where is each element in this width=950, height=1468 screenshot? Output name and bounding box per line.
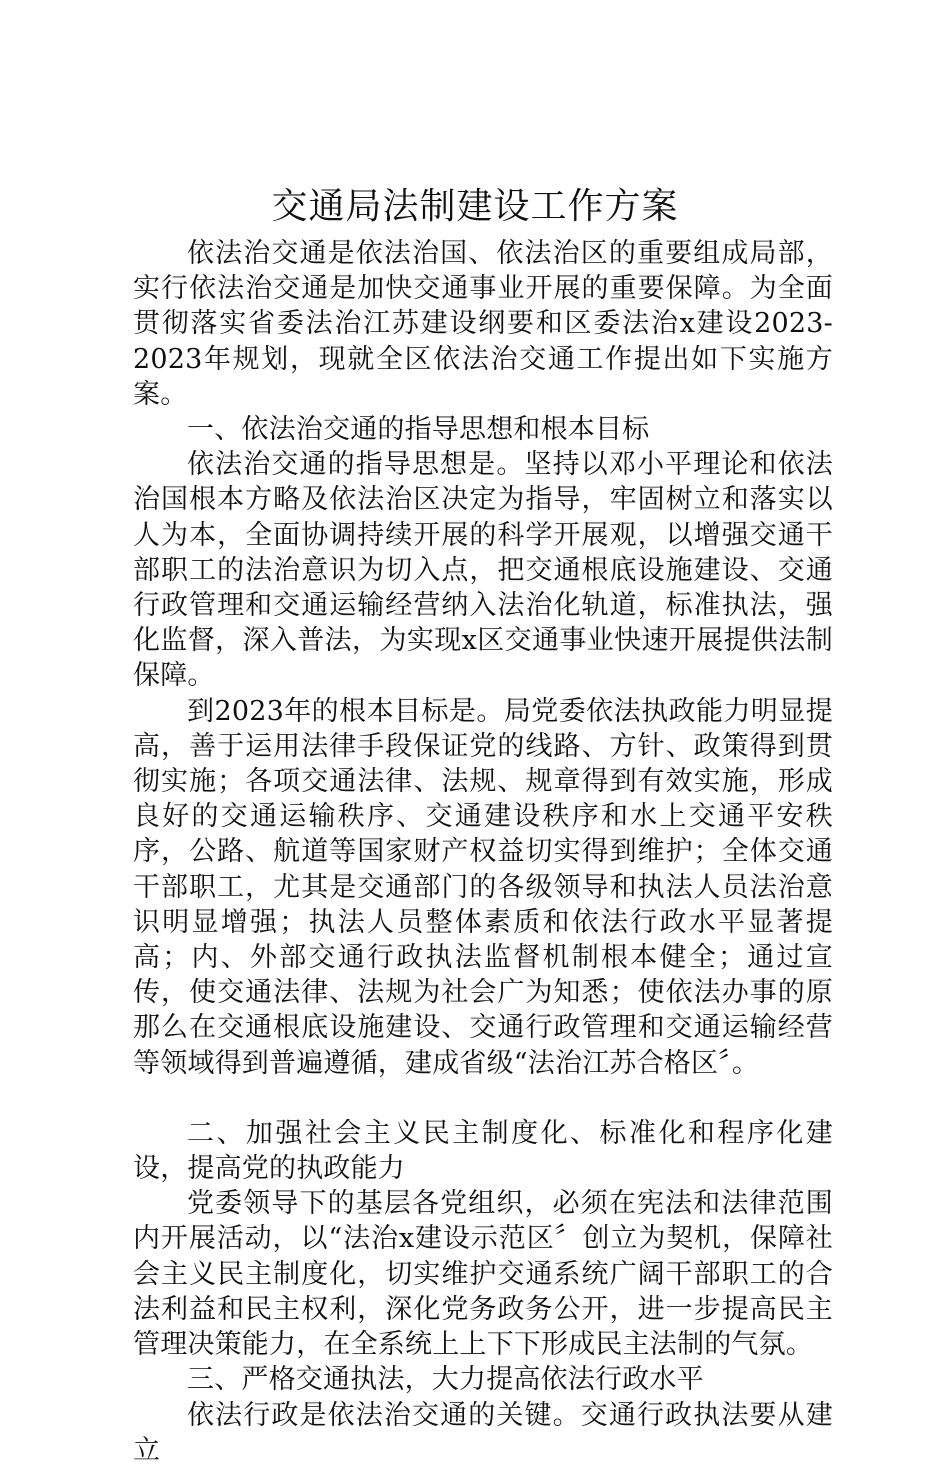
paragraph-intro: 依法治交通是依法治国、依法治区的重要组成局部，实行依法治交通是加快交通事业开展的重要保障。为全面贯彻落实省委法治江苏建设纲要和区委法治x建设2023-2023年规划，现就全区依法治交通工作提出如下实施方案。: [133, 238, 833, 410]
paragraph-spacer: [133, 1081, 833, 1116]
paragraph-guiding-thought: 依法治交通的指导思想是。坚持以邓小平理论和依法治国根本方略及依法治区决定为指导，牢固树立和落实以人为本，全面协调持续开展的科学开展观，以增强交通干部职工的法治意识为切入点，把交通根底设施建设、交通行政管理和交通运输经营纳入法治化轨道，标准执法，强化监督，深入普法，为实现x区交通事业快速开展提供法制保障。: [133, 449, 833, 692]
paragraph-law-administration: 依法行政是依法治交通的关键。交通行政执法要从建立: [133, 1399, 833, 1466]
section-heading-2: 二、加强社会主义民主制度化、标准化和程序化建设，提高党的执政能力: [133, 1117, 833, 1185]
section-heading-3: 三、严格交通执法，大力提高依法行政水平: [187, 1364, 704, 1396]
document-title: 交通局法制建设工作方案: [271, 186, 679, 227]
section-heading-1: 一、依法治交通的指导思想和根本目标: [187, 414, 650, 446]
paragraph-party-committee: 党委领导下的基层各党组织，必须在宪法和法律范围内开展活动，以“法治x建设示范区〞创立为契机，保障社会主义民主制度化，切实维护交通系统广阔干部职工的合法利益和民主权利，深化党务政务公开，进一步提高民主管理决策能力，在全系统上上下下形成民主法制的气氛。: [133, 1188, 833, 1361]
paragraph-basic-goal: 到2023年的根本目标是。局党委依法执政能力明显提高，善于运用法律手段保证党的线路、方针、政策得到贯彻实施；各项交通法律、法规、规章得到有效实施，形成良好的交通运输秩序、交通建设秩序和水上交通平安秩序，公路、航道等国家财产权益切实得到维护；全体交通干部职工，尤其是交通部门的各级领导和执法人员法治意识明显增强；执法人员整体素质和依法行政水平显著提高；内、外部交通行政执法监督机制根本健全；通过宣传，使交通法律、法规为社会广为知悉；使依法办事的原那么在交通根底设施建设、交通行政管理和交通运输经营等领域得到普遍遵循，建成省级“法治江苏合格区〞。: [133, 695, 833, 1079]
document-body: [133, 236, 833, 1468]
